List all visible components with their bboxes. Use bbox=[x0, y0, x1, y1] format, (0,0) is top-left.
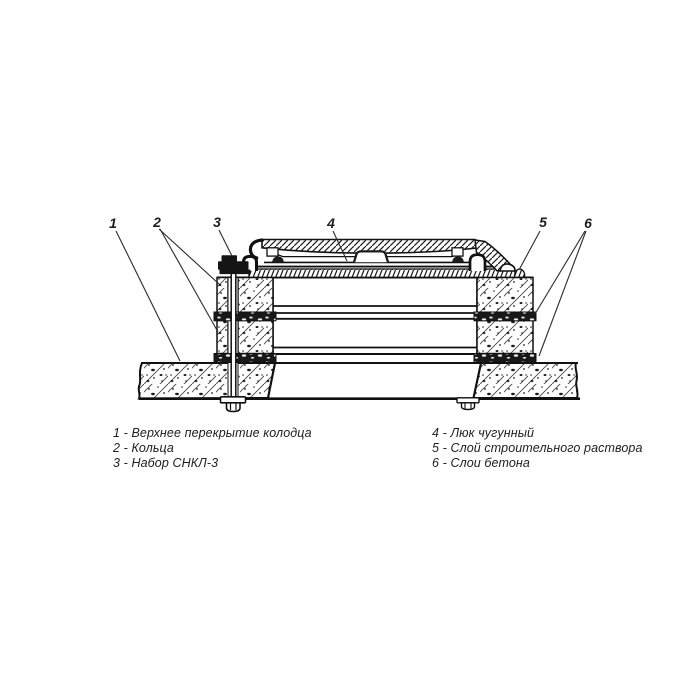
legend-item-6: 6 - Слои бетона bbox=[432, 455, 530, 470]
leader-1 bbox=[116, 231, 180, 361]
legend-item-4: 4 - Люк чугунный bbox=[432, 426, 535, 440]
rod-washer bbox=[221, 397, 246, 403]
callout-numbers bbox=[109, 214, 592, 231]
right-bolt bbox=[457, 398, 479, 410]
legend-item-3: 3 - Набор СНКЛ-3 bbox=[113, 455, 219, 470]
legend-left-column bbox=[113, 426, 312, 470]
top-slab-right bbox=[474, 363, 578, 398]
callout-number-3: 3 bbox=[213, 214, 221, 230]
legend-item-1: 1 - Верхнее перекрытие колодца bbox=[113, 426, 312, 440]
leader-6b bbox=[539, 231, 586, 356]
leader-5 bbox=[519, 231, 540, 270]
legend-right-column bbox=[432, 426, 643, 470]
callout-number-4: 4 bbox=[327, 215, 335, 231]
leader-2a bbox=[159, 229, 219, 284]
hatch-lid-section bbox=[244, 240, 515, 272]
legend-item-5: 5 - Слой строительного раствора bbox=[432, 440, 643, 455]
top-slab-left bbox=[139, 363, 275, 399]
leader-3 bbox=[219, 230, 232, 256]
callout-number-6: 6 bbox=[584, 215, 592, 231]
callout-number-2: 2 bbox=[153, 214, 161, 230]
callout-number-1: 1 bbox=[109, 215, 117, 231]
callout-number-5: 5 bbox=[539, 214, 547, 230]
rod-nut bbox=[227, 403, 241, 412]
hatch-center-rib bbox=[354, 251, 388, 262]
leader-2b bbox=[160, 229, 218, 332]
legend-item-2: 2 - Кольца bbox=[113, 440, 174, 455]
hatch-right-arch bbox=[470, 255, 485, 271]
